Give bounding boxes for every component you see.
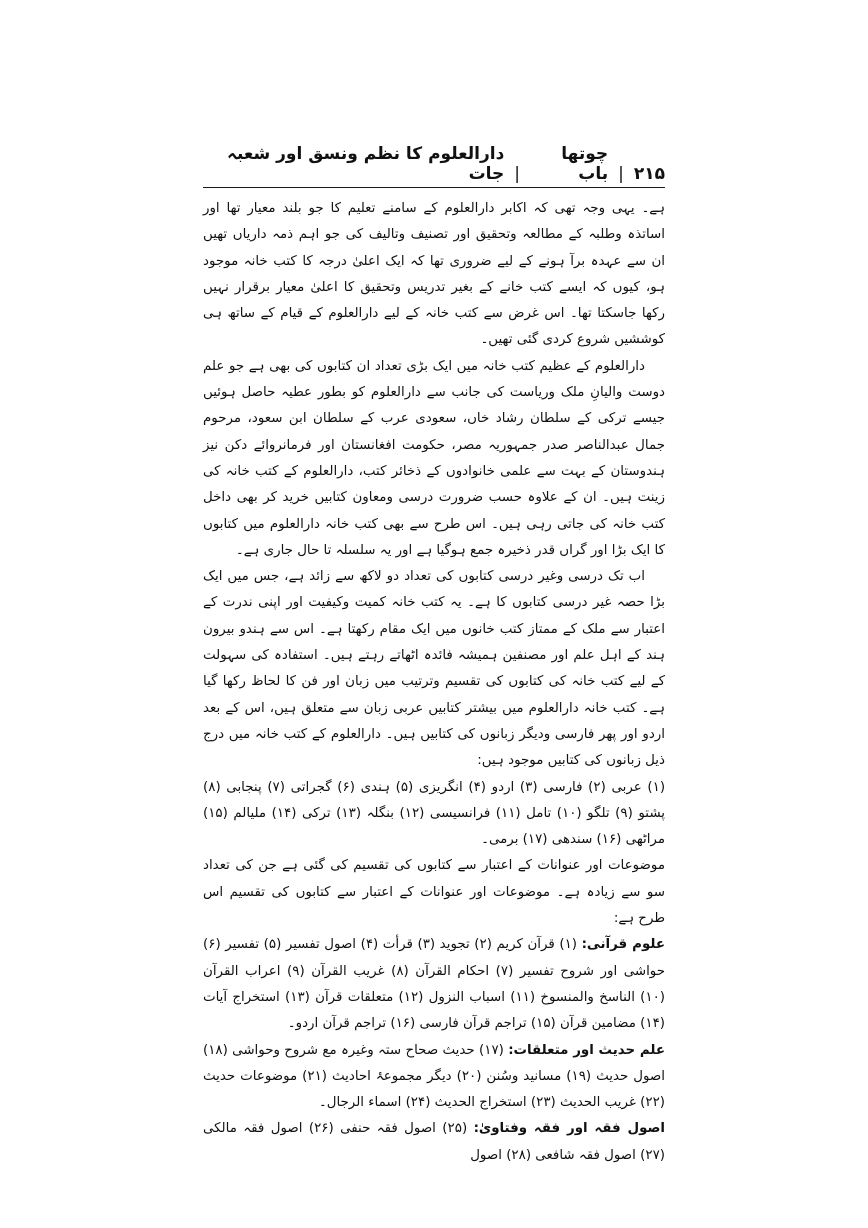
language-list: (۱) عربی (۲) فارسی (۳) اردو (۴) انگریزی (۵) ہندی (۶) گجراتی (۷) پنجابی (۸) پشتو (۹) تلگو (۱۰) تامل (۱۱) فرانسیسی (۱۲) بنگلہ (۱۳) ترکی (۱۴) ملیالم (۱۵) مراٹھی (۱۶) سندھی (۱۷) برمی۔ <box>203 779 666 848</box>
running-header <box>203 144 665 184</box>
chapter-title: دارالعلوم کا نظم ونسق اور شعبہ جات <box>226 144 505 184</box>
page-number: ۲۱۵ <box>633 164 665 184</box>
category-heading: علوم قرآنی: <box>581 937 665 953</box>
chapter-label: چوتھا باب <box>561 144 609 184</box>
category-heading: اصول فقہ اور فقہ وفتاویٰ: <box>473 1121 666 1137</box>
category-heading: علم حدیث اور متعلقات: <box>508 1042 665 1058</box>
header-separator: | <box>514 164 521 184</box>
category-hadith <box>203 1038 665 1117</box>
category-fiqh <box>203 1116 665 1169</box>
header-rule <box>203 187 665 188</box>
category-quranic-sciences <box>203 932 665 1037</box>
category-items: (۱۷) حدیث صحاح ستہ وغیرہ مع شروح وحواشی (۱۸) اصول حدیث (۱۹) مسانید وسُنن (۲۰) دیگر مجموعۂ احادیث (۲۱) موضوعات حدیث (۲۲) غریب الحدیث (۲۳) استخراج الحدیث (۲۴) اسماء الرجال۔ <box>203 1042 665 1111</box>
paragraph: ہے۔ یہی وجہ تھی کہ اکابر دارالعلوم کے سامنے تعلیم کا جو بلند معیار تھا اور اساتذہ وطلبہ کے مطالعہ وتحقیق اور تصنیف وتالیف کی جو اہم ذمہ داریاں تھیں ان سے عہدہ برآ ہونے کے لیے ضروری تھا کہ ایک اعلیٰ درجہ کا کتب خانہ موجود ہو، کیوں کہ ایسے کتب خانے کے بغیر تدریس وتحقیق کا اعلیٰ معیار برقرار نہیں رکھا جاسکتا تھا۔ اس غرض سے کتب خانہ کے لیے دارالعلوم کے قیام کے ساتھ ہی کوششیں شروع کردی گئی تھیں۔ <box>203 201 665 348</box>
header-separator: | <box>618 164 624 184</box>
category-items: (۱) قرآن کریم (۲) تجوید (۳) قرأت (۴) اصول تفسیر (۵) تفسیر (۶) حواشی اور شروح تفسیر (۷) احکام القرآن (۸) غریب القرآن (۹) اعراب القرآن (۱۰) الناسخ والمنسوخ (۱۱) اسباب النزول (۱۲) متعلقات قرآن (۱۳) استخراج آیات (۱۴) مضامین قرآن (۱۵) تراجم قرآن فارسی (۱۶) تراجم قرآن اردو۔ <box>203 937 666 1032</box>
body-text <box>203 196 665 1169</box>
paragraph: موضوعات اور عنوانات کے اعتبار سے کتابوں کی تقسیم کی گئی ہے جن کی تعداد سو سے زیادہ ہے۔ موضوعات اور عنوانات کے اعتبار سے کتابوں کی تقسیم اس طرح ہے: <box>203 858 665 927</box>
paragraph: اب تک درسی وغیر درسی کتابوں کی تعداد دو لاکھ سے زائد ہے، جس میں ایک بڑا حصہ غیر درسی کتابوں کا ہے۔ یہ کتب خانہ کمیت وکیفیت اور اپنی ندرت کے اعتبار سے ملک کے ممتاز کتب خانوں میں ایک مقام رکھتا ہے۔ اس سے ہندو بیرون ہند کے اہل علم اور مصنفین ہمیشہ فائدہ اٹھاتے رہتے ہیں۔ استفادہ کی سہولت کے لیے کتب خانہ کی کتابوں کی تقسیم وترتیب میں زبان اور فن کا لحاظ رکھا گیا ہے۔ کتب خانہ دارالعلوم میں بیشتر کتابیں عربی زبان سے متعلق ہیں، اس کے بعد اردو اور پھر فارسی ودیگر زبانوں کی کتابیں ہیں۔ دارالعلوم کے کتب خانہ میں درج ذیل زبانوں کی کتابیں موجود ہیں: <box>203 569 665 769</box>
paragraph: دارالعلوم کے عظیم کتب خانہ میں ایک بڑی تعداد ان کتابوں کی بھی ہے جو علم دوست والیانِ ملک وریاست کی جانب سے دارالعلوم کو بطور عطیہ حاصل ہوئیں جیسے ترکی کے سلطان رشاد خاں، سعودی عرب کے سلطان ابن سعود، مرحوم جمال عبدالناصر صدر جمہوریہ مصر، حکومت افغانستان اور فرمانروائے دکن نیز ہندوستان کے بہت سے علمی خانوادوں کے ذخائر کتب، دارالعلوم کے کتب خانہ کی زینت ہیں۔ ان کے علاوہ حسب ضرورت درسی ومعاون کتابیں خرید کر بھی داخل کتب خانہ کی جاتی رہی ہیں۔ اس طرح سے بھی کتب خانہ دارالعلوم میں کتابوں کا ایک بڑا اور گراں قدر ذخیرہ جمع ہوگیا ہے اور یہ سلسلہ تا حال جاری ہے۔ <box>203 358 665 558</box>
category-items: (۲۵) اصول فقہ حنفی (۲۶) اصول فقہ مالکی (۲۷) اصول فقہ شافعی (۲۸) اصول <box>203 1121 665 1163</box>
